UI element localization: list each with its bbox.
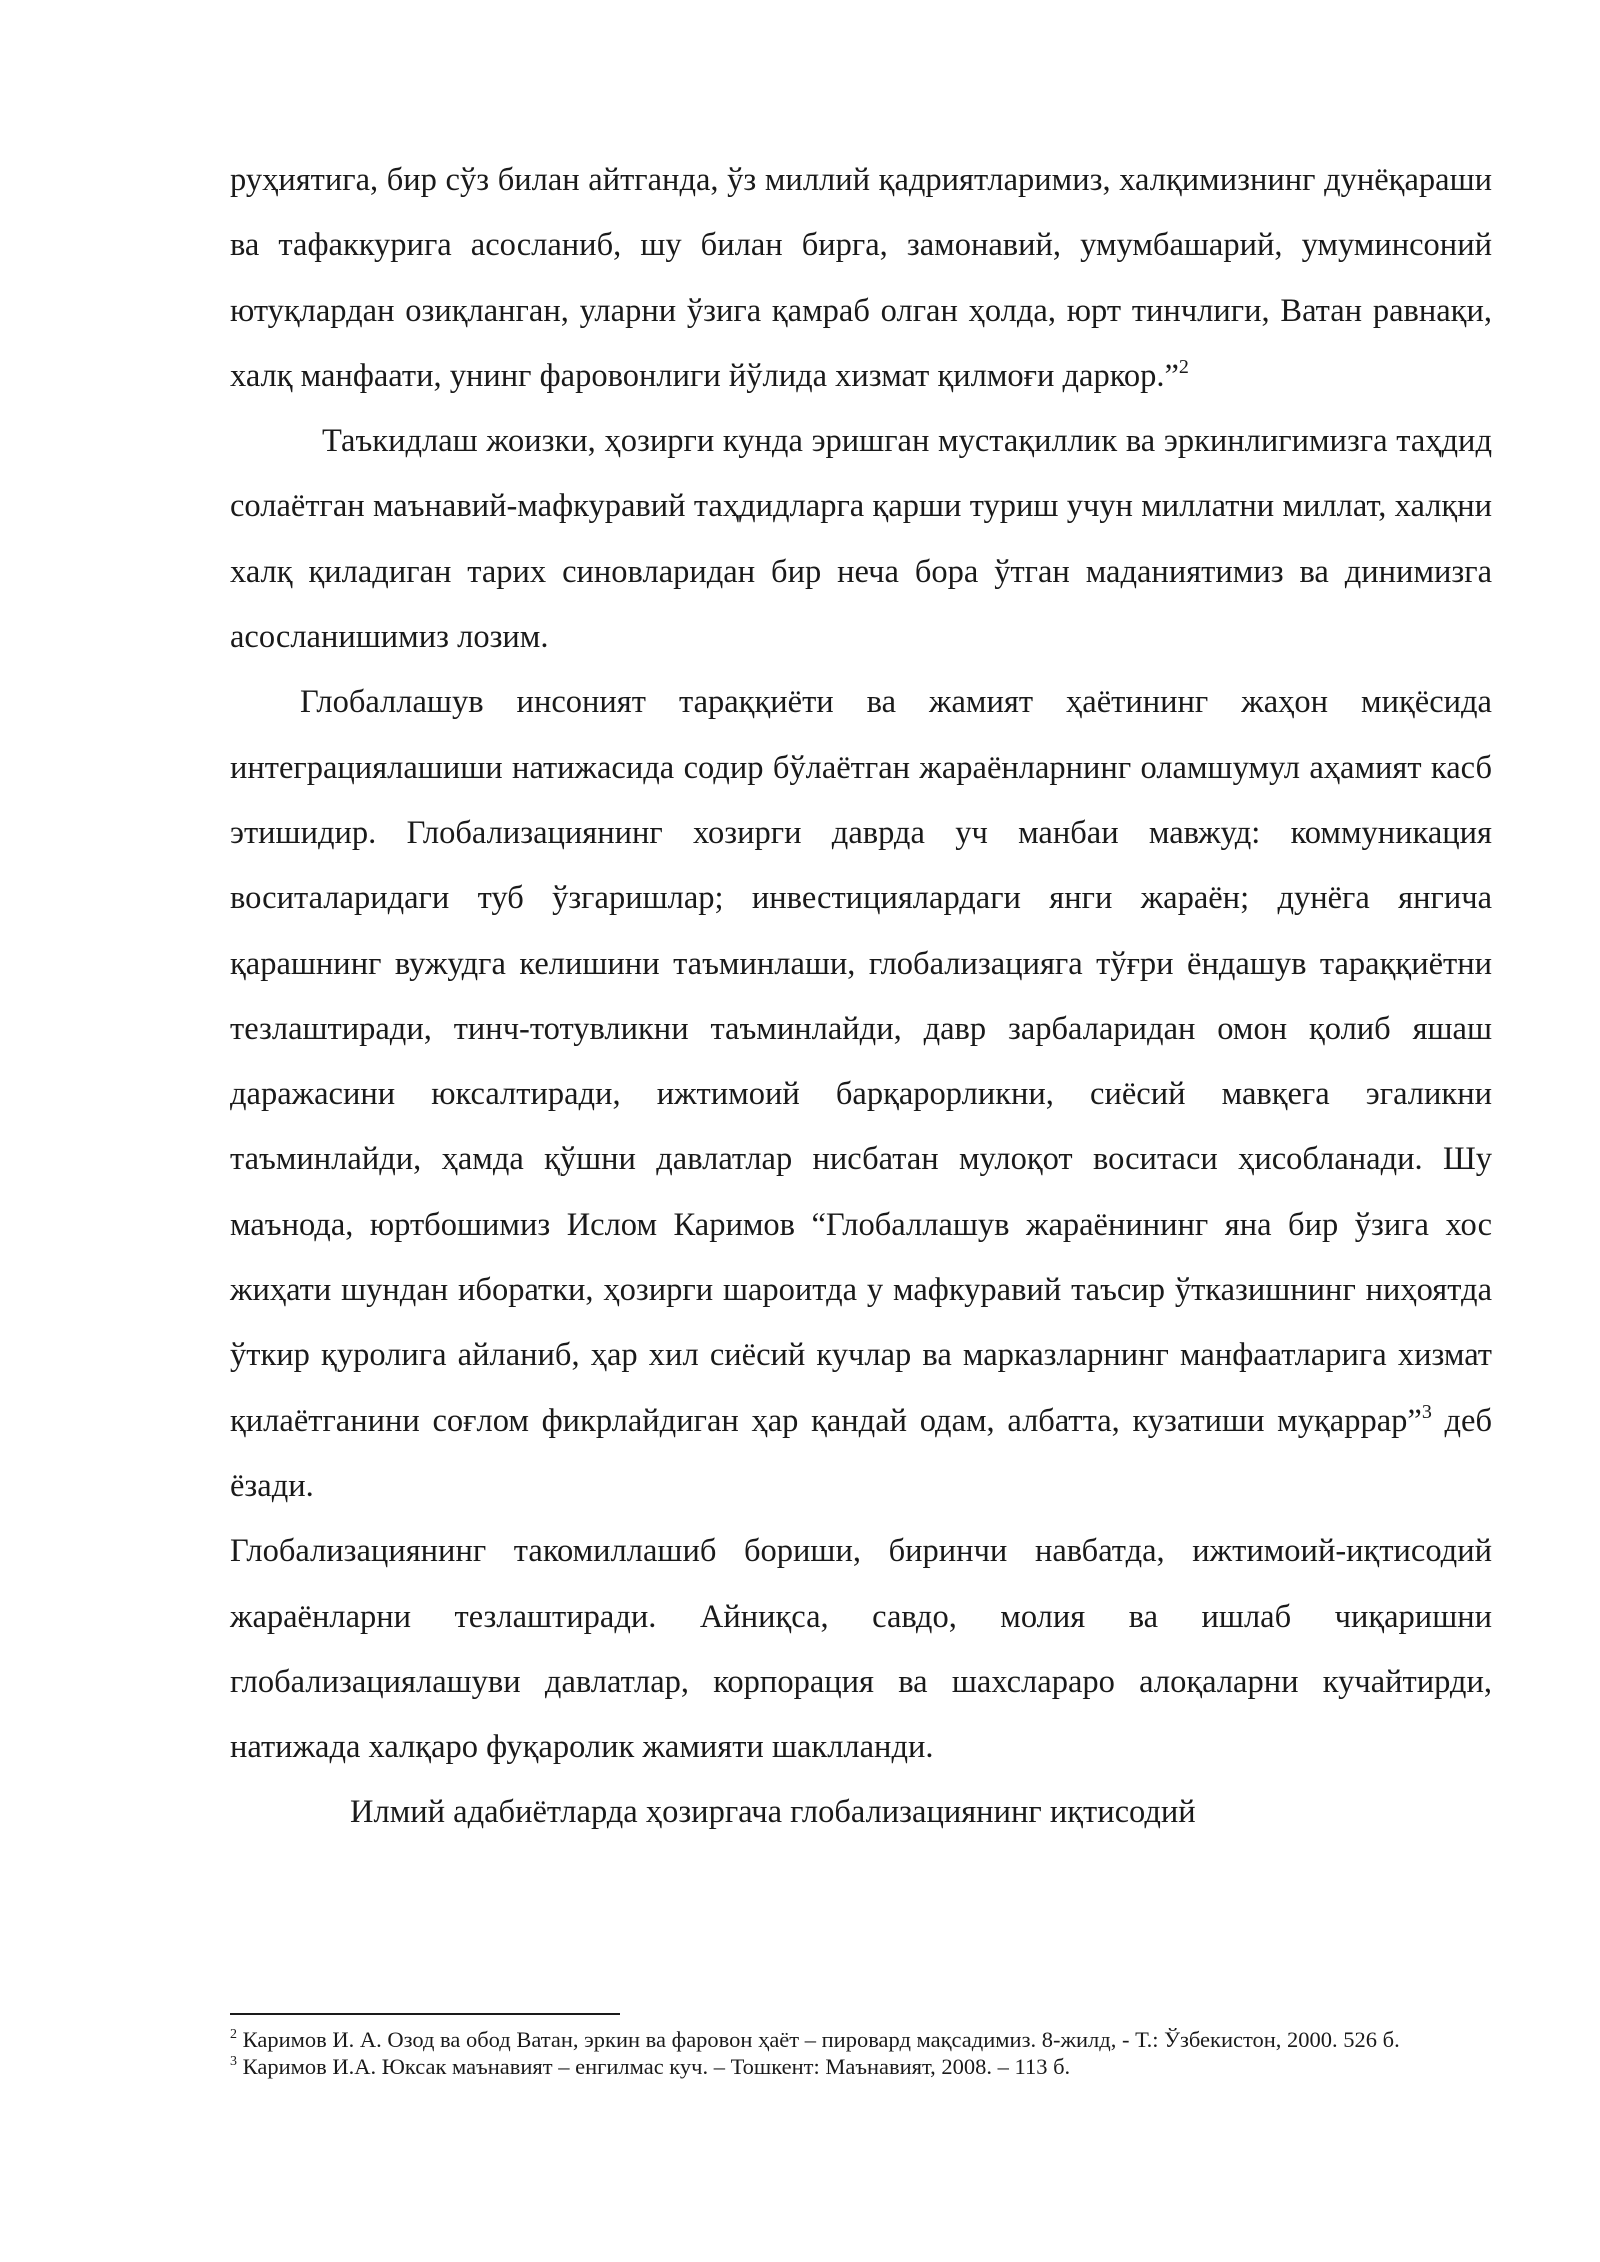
- footnote-ref-2: 2: [1178, 355, 1189, 378]
- footnote-mark-2: 2: [230, 2027, 237, 2042]
- footnote-mark-3: 3: [230, 2054, 237, 2069]
- body-text: [230, 148, 1492, 1846]
- paragraph-5: Илмий адабиётларда ҳозиргача глобализациянинг иқтисодий: [350, 1794, 1196, 1831]
- paragraph-2: Таъкидлаш жоизки, ҳозирги кунда эришган мустақиллик ва эркинлигимизга таҳдид солаётган маънавий-мафкуравий таҳдидларга қарши туриш учун миллатни миллат, халқни халқ қиладиган тарих синовларидан бир неча бора ўтган маданиятимиз ва динимизга асосланишимиз лозим.: [230, 423, 1492, 656]
- footnote-separator: [230, 2013, 620, 2015]
- paragraph-1-text: руҳиятига, бир сўз билан айтганда, ўз миллий қадриятларимиз, халқимизнинг дунёқараши ва тафаккурига асосланиб, шу билан бирга, замонавий, умумбашарий, умуминсоний ютуқлардан озиқланган, уларни ўзига қамраб олган ҳолда, юрт тинчлиги, Ватан равнақи, халқ манфаати, унинг фаровонлиги йўлида хизмат қилмоғи даркор.”: [230, 162, 1492, 394]
- footnote-3-text: Каримов И.А. Юксак маънавият – енгилмас куч. – Тошкент: Маънавият, 2008. – 113 б.: [237, 2054, 1071, 2079]
- footnote-ref-3: 3: [1421, 1400, 1432, 1423]
- paragraph-1: [230, 148, 1492, 409]
- paragraph-3-text: Глобаллашув инсоният тараққиёти ва жамият ҳаётининг жаҳон миқёсида интеграциялашиши натижасида содир бўлаётган жараёнларнинг оламшумул аҳамият касб этишидир. Глобализациянинг хозирги даврда уч манбаи мавжуд: коммуникация воситаларидаги туб ўзгаришлар; инвестициялардаги янги жараён; дунёга янгича қарашнинг вужудга келишини таъминлаши, глобализацияга тўғри ёндашув тараққиётни тезлаштиради, тинч-тотувликни таъминлайди, давр зарбаларидан омон қолиб яшаш даражасини юксалтиради, ижтимоий барқарорликни, сиёсий мавқега эгаликни таъминлайди, ҳамда қўшни давлатлар нисбатан мулоқот воситаси ҳисобланади. Шу маънода, юртбошимиз Ислом Каримов “Глобаллашув жараёнининг яна бир ўзига хос жиҳати шундан иборатки, ҳозирги шароитда у мафкуравий таъсир ўтказишнинг ниҳоятда ўткир қуролига айланиб, ҳар хил сиёсий кучлар ва марказларнинг манфаатларига хизмат қилаётганини соғлом фикрлайдиган ҳар қандай одам, албатта, кузатиши муқаррар”: [230, 684, 1492, 1439]
- paragraph-3-tail: деб ёзади.: [230, 1402, 1492, 1504]
- footnote-2-text: Каримов И. А. Озод ва обод Ватан, эркин ва фаровон ҳаёт – пировард мақсадимиз. 8-жилд, - Т.: Ўзбекистон, 2000. 526 б.: [237, 2027, 1400, 2052]
- footnote-2: [230, 2026, 1492, 2053]
- footnotes: [230, 2026, 1492, 2080]
- footnote-3: [230, 2053, 1492, 2080]
- paragraph-3: [230, 670, 1492, 1519]
- paragraph-4: Глобализациянинг такомиллашиб бориши, биринчи навбатда, ижтимоий-иқтисодий жараёнларни тезлаштиради. Айниқса, савдо, молия ва ишлаб чиқаришни глобализациялашуви давлатлар, корпорация ва шахслараро алоқаларни кучайтирди, натижада халқаро фуқаролик жамияти шаклланди.: [230, 1533, 1492, 1766]
